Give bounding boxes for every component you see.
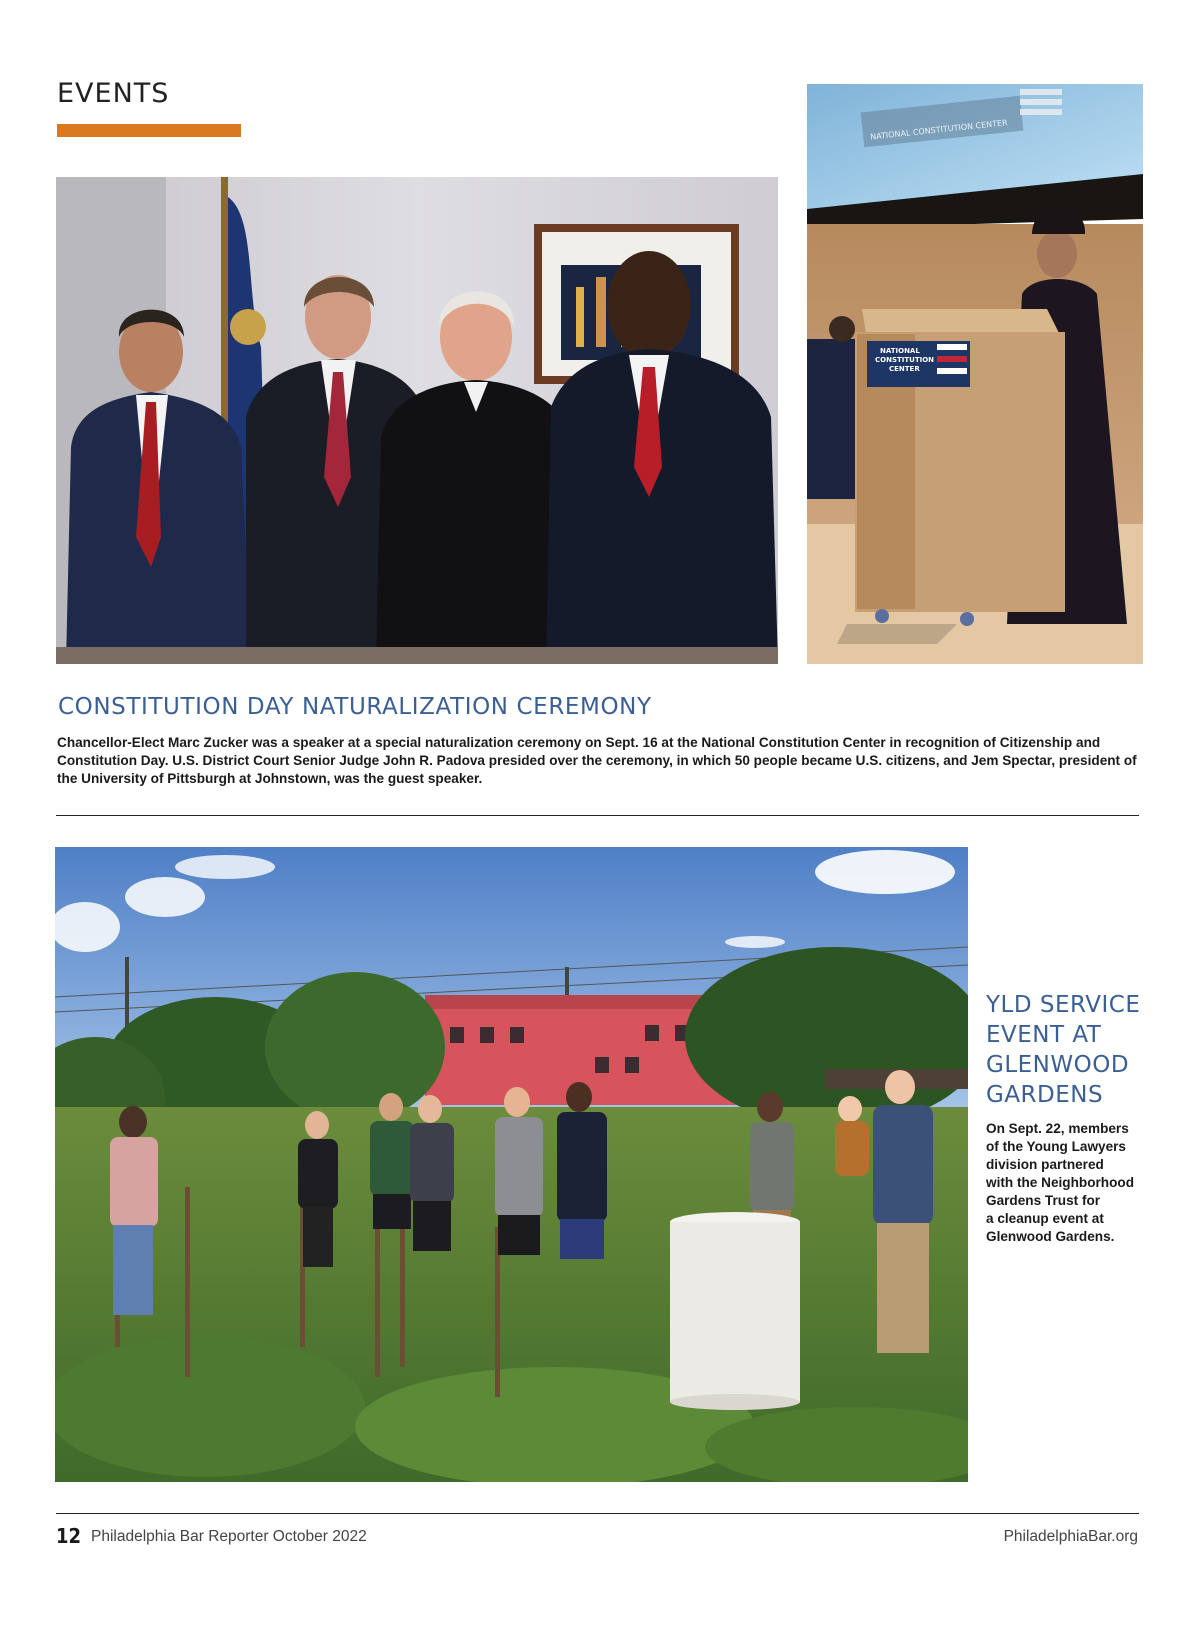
podium-sign-text: NATIONAL CONSTITUTION CENTER [875,347,935,373]
section-label: EVENTS [57,78,170,109]
section-divider [56,815,1139,816]
section-accent-rule [57,124,241,137]
yld-headline: YLD SERVICE EVENT AT GLENWOOD GARDENS [986,992,1141,1108]
page-number: 12 [56,1524,82,1548]
ceremony-headline: CONSTITUTION DAY NATURALIZATION CEREMONY [58,694,652,720]
website-link[interactable]: PhiladelphiaBar.org [1003,1528,1138,1545]
yld-caption: On Sept. 22, members of the Young Lawyers division partnered with the Neighborhood Gardens Trust for a cleanup event at Glenwood Gardens. [986,1121,1134,1244]
podium-speaker-photo [807,84,1143,664]
footer-rule [56,1513,1139,1514]
garden-volunteers-photo [55,847,968,1482]
publication-name: Philadelphia Bar Reporter October 2022 [91,1528,367,1545]
screen-sign-text: NATIONAL CONSTITUTION CENTER [869,118,1008,142]
ceremony-group-photo [56,177,778,664]
ceremony-caption: Chancellor-Elect Marc Zucker was a speaker at a special naturalization ceremony on Sept. 16 at the National Constitution Center in recognition of Citizenship and Constitution Day. U.S. District Court Senior Judge John R. Padova presided over the ceremony, in which 50 people became U.S. citizens, and Jem Spectar, president of the University of Pittsburgh at Johnstown, was the guest speaker. [57,735,1137,786]
